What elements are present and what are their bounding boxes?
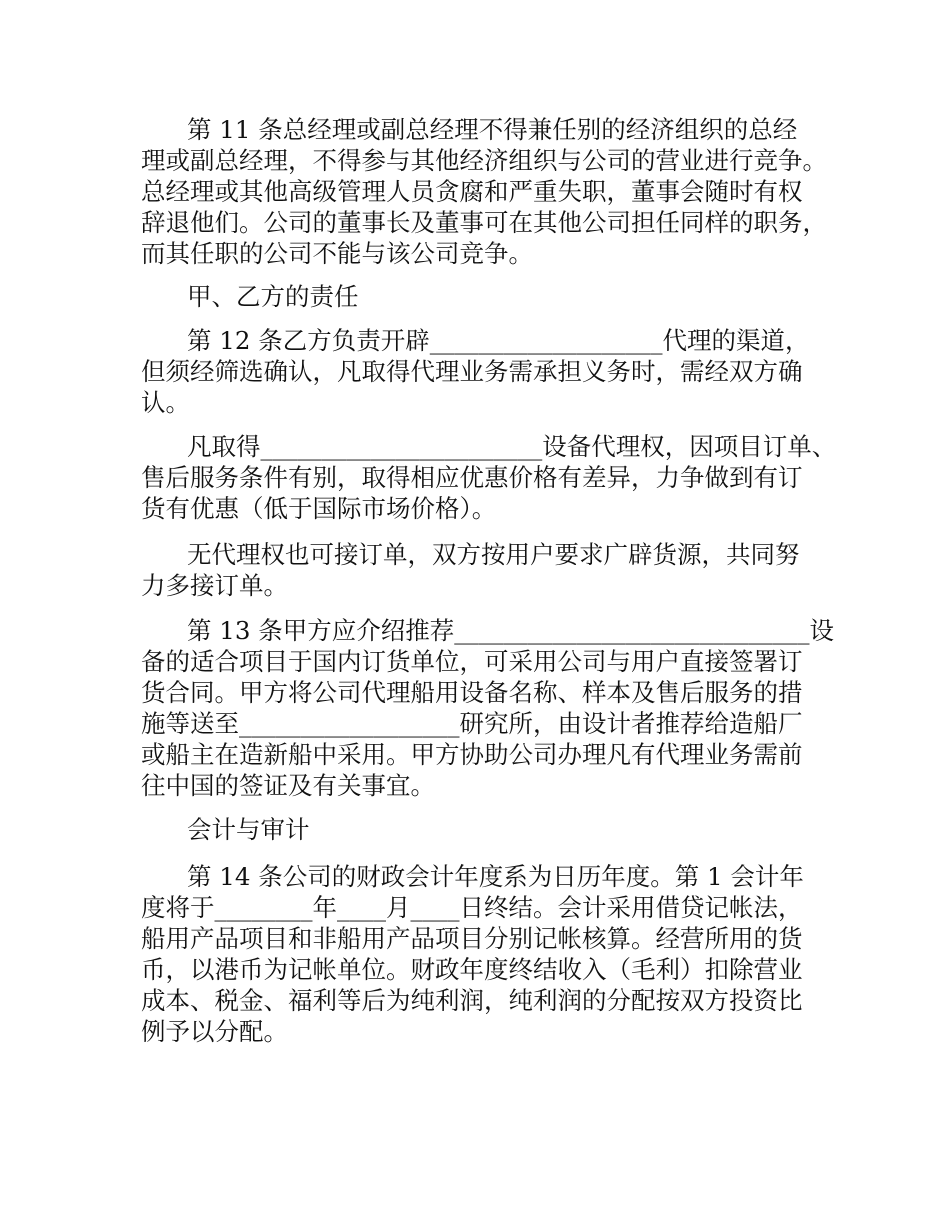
- text-line: 第 12 条乙方负责开辟___________________代理的渠道，: [187, 326, 810, 355]
- text-line: 无代理权也可接订单，双方按用户要求广辟货源，共同努: [187, 540, 800, 569]
- text-line: 例予以分配。: [141, 1017, 288, 1046]
- text-line: 备的适合项目于国内订货单位，可采用公司与用户直接签署订: [141, 647, 803, 676]
- text-line: 船用产品项目和非船用产品项目分别记帐核算。经营所用的货: [141, 924, 803, 953]
- text-line: 凡取得_______________________设备代理权，因项目订单、: [187, 432, 837, 461]
- text-line: 成本、税金、福利等后为纯利润，纯利润的分配按双方投资比: [141, 986, 803, 1015]
- section-heading-accounting: [141, 814, 841, 845]
- text-line: 售后服务条件有别，取得相应优惠价格有差异，力争做到有订: [141, 463, 803, 492]
- paragraph-article-13: [141, 615, 841, 801]
- paragraph-no-agency-orders: [141, 539, 841, 601]
- paragraph-article-11: [141, 114, 841, 269]
- text-line: 力多接订单。: [141, 571, 288, 600]
- text-line: 施等送至__________________研究所，由设计者推荐给造船厂: [141, 709, 803, 738]
- paragraph-agency-rights: [141, 431, 841, 524]
- text-line: 但须经筛选确认，凡取得代理业务需承担义务时，需经双方确: [141, 357, 803, 386]
- text-line: 第 14 条公司的财政会计年度系为日历年度。第 1 会计年: [187, 862, 804, 891]
- text-line: 货合同。甲方将公司代理船用设备名称、样本及售后服务的措: [141, 678, 803, 707]
- paragraph-article-14: [141, 861, 841, 1047]
- text-line: 总经理或其他高级管理人员贪腐和严重失职，董事会随时有权: [141, 177, 803, 206]
- text-line: 往中国的签证及有关事宜。: [141, 771, 435, 800]
- text-line: 第 11 条总经理或副总经理不得兼任别的经济组织的总经: [187, 115, 798, 144]
- text-line: 而其任职的公司不能与该公司竞争。: [141, 239, 533, 268]
- text-line: 理或副总经理，不得参与其他经济组织与公司的营业进行竞争。: [141, 146, 827, 175]
- text-line: 认。: [141, 388, 190, 417]
- section-heading-responsibilities: [141, 281, 841, 312]
- text-line: 辞退他们。公司的董事长及董事可在其他公司担任同样的职务，: [141, 208, 827, 237]
- text-line: 第 13 条甲方应介绍推荐_____________________________设: [187, 616, 834, 645]
- section-heading: 甲、乙方的责任: [187, 282, 359, 311]
- section-heading: 会计与审计: [187, 815, 310, 844]
- text-line: 币，以港币为记帐单位。财政年度终结收入（毛利）扣除营业: [141, 955, 803, 984]
- text-line: 或船主在造新船中采用。甲方协助公司办理凡有代理业务需前: [141, 740, 803, 769]
- text-line: 货有优惠（低于国际市场价格）。: [141, 494, 497, 523]
- paragraph-article-12: [141, 325, 841, 418]
- text-line: 度将于________年____月____日终结。会计采用借贷记帐法，: [141, 893, 803, 922]
